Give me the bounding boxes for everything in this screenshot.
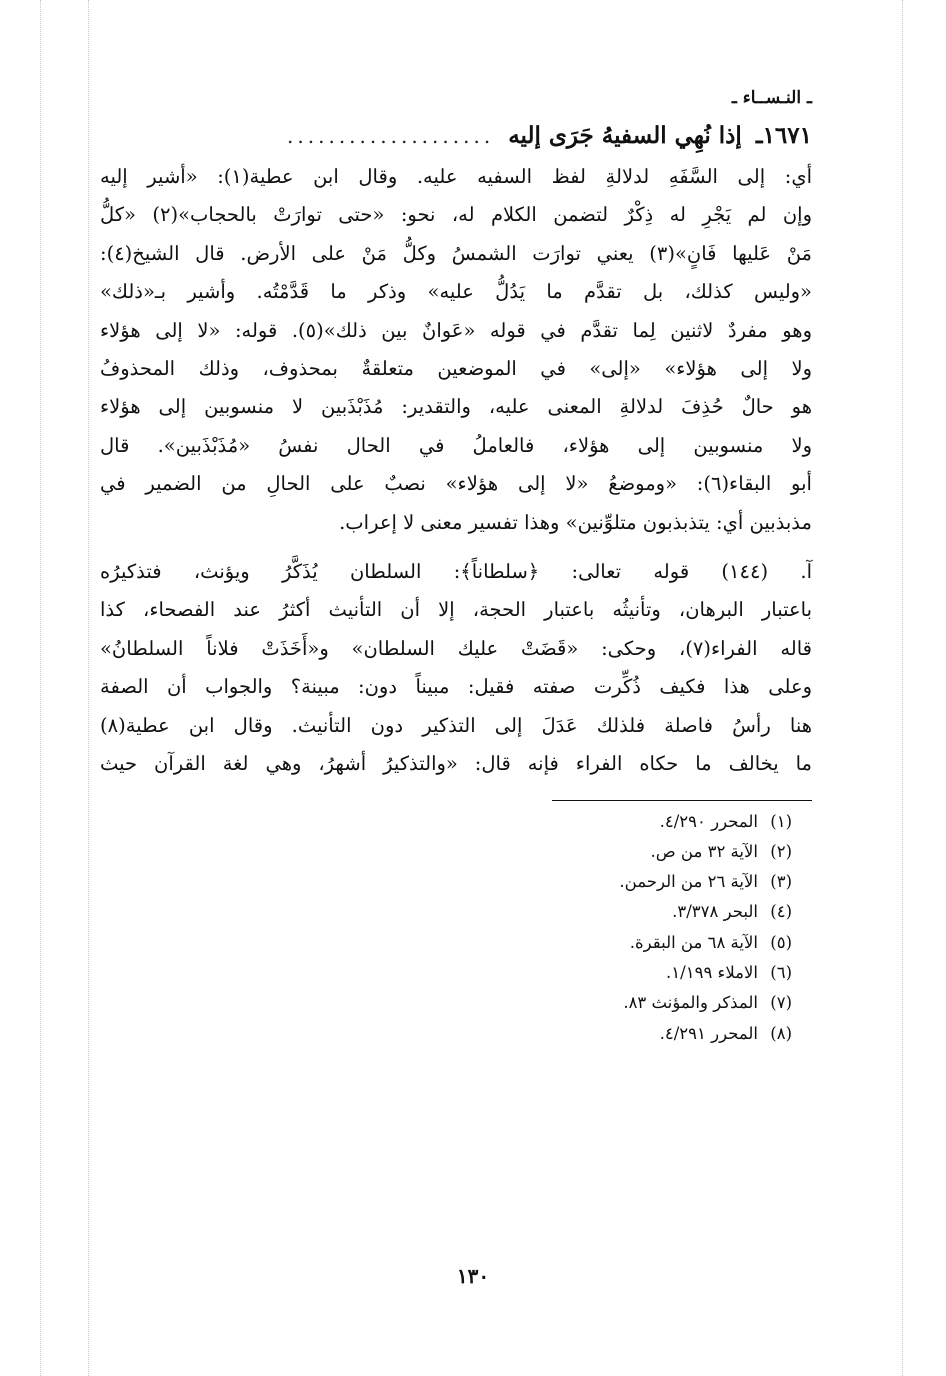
footnote-number: (٧) (770, 993, 792, 1013)
text-line: باعتبار البرهان، وتأنيثُه باعتبار الحجة، إلا أن التأنيث أكثرُ عند الفصحاء، كذا (100, 598, 812, 622)
margin-guide-right (902, 0, 903, 1376)
text-line: «وليس كذلك، بل تقدَّم ما يَدُلُّ عليه» وذكر ما قَدَّمْتُه. وأشير بـ«ذلك» (100, 280, 812, 304)
page-number: ١٣٠ (456, 1264, 490, 1288)
paragraph-2 (100, 553, 812, 783)
footnote-text: المحرر ٤/٢٩٠. (659, 811, 758, 831)
footnote-text: المحرر ٤/٢٩١. (659, 1023, 758, 1043)
text-line: أي: إلى السَّفَهِ لدلالةِ لفظ السفيه عليه. وقال ابن عطية(١): «أشير إليه (100, 165, 812, 188)
entry-dots: .................... (287, 124, 495, 148)
footnote-text: المذكر والمؤنث ٨٣. (623, 993, 758, 1013)
footnote-item (100, 897, 792, 927)
footnote-item (100, 928, 792, 958)
footnote-item (100, 807, 792, 837)
text-line: ما يخالف ما حكاه الفراء فإنه قال: «والتذكيرُ أشهرُ، وهي لغة القرآن حيث (100, 752, 812, 776)
paragraph-1 (100, 158, 812, 542)
footnote-divider (552, 800, 812, 801)
entry-number: ١٦٧١ـ (755, 122, 812, 149)
text-line: مَنْ عَليها فَانٍ»(٣) يعني توارَت الشمسُ وكلُّ مَنْ على الأرض. قال الشيخ(٤): (100, 241, 812, 265)
page-body (100, 82, 812, 1049)
footnote-item (100, 988, 792, 1018)
margin-guide-left (40, 0, 41, 1376)
footnote-item (100, 1019, 792, 1049)
text-line: وهو مفردٌ لاثنين لِما تقدَّم في قوله «عَوانٌ بين ذلك»(٥). قوله: «لا إلى هؤلاء (100, 318, 812, 342)
footnote-number: (٥) (770, 932, 792, 952)
footnote-text: الاملاء ١/١٩٩. (666, 962, 758, 982)
footnote-item (100, 837, 792, 867)
footnote-number: (٤) (770, 902, 792, 922)
footnote-number: (٣) (770, 872, 792, 892)
text-line: آ. (١٤٤) قوله تعالى: ﴿سلطاناً﴾: السلطان يُذَكَّرُ ويؤنث، فتذكيرُه (100, 560, 812, 584)
margin-guide-inner (88, 0, 89, 1376)
entry-heading (100, 114, 812, 158)
text-line: ولا منسوبين إلى هؤلاء، فالعاملُ في الحال نفسُ «مُذَبْذَبين». قال (100, 433, 812, 457)
text-line: هنا رأسُ فاصلة فلذلك عَدَلَ إلى التذكير دون التأنيث. وقال ابن عطية(٨) (100, 713, 813, 737)
footnote-item (100, 958, 792, 988)
text-line: قاله الفراء(٧)، وحكى: «قَضَتْ عليك السلطان» و«أَخَذَتْ فلاناً السلطانُ» (100, 636, 812, 660)
footnote-number: (٨) (770, 1023, 792, 1043)
footnote-text: البحر ٣/٣٧٨. (672, 902, 758, 922)
text-line: أبو البقاء(٦): «وموضعُ «لا إلى هؤلاء» نصبٌ على الحالِ من الضمير في (100, 472, 812, 496)
footnote-number: (١) (770, 811, 792, 831)
footnote-text: الآية ٦٨ من البقرة. (629, 932, 758, 952)
text-line: ولا إلى هؤلاء» «إلى» في الموضعين متعلقةٌ بمحذوف، وذلك المحذوفُ (100, 357, 812, 381)
running-title: ـ النـســاء ـ (731, 88, 812, 108)
footnote-number: (٢) (770, 841, 792, 861)
text-line: مذبذبين أي: يتذبذبون متلوِّنين» وهذا تفسير معنى لا إعراب. (339, 510, 812, 534)
text-line: وإن لم يَجْرِ له ذِكْرٌ لتضمن الكلام له، نحو: «حتى توارَتْ بالحجاب»(٢) «كلُّ (100, 203, 813, 227)
footnotes-list (100, 807, 792, 1049)
footnote-number: (٦) (770, 962, 792, 982)
footnote-item (100, 867, 792, 897)
entry-title: إذا نُهِي السفيهُ جَرَى إليه (508, 122, 742, 149)
text-line: وعلى هذا فكيف ذُكِّرت صفته فقيل: مبيناً دون: مبينة؟ والجواب أن الصفة (100, 675, 812, 699)
footnote-text: الآية ٢٦ من الرحمن. (619, 872, 758, 892)
footnote-text: الآية ٣٢ من ص. (650, 841, 758, 861)
text-line: هو حالٌ حُذِفَ لدلالةِ المعنى عليه، والتقدير: مُذَبْذَبين لا منسوبين إلى هؤلاء (100, 395, 812, 419)
